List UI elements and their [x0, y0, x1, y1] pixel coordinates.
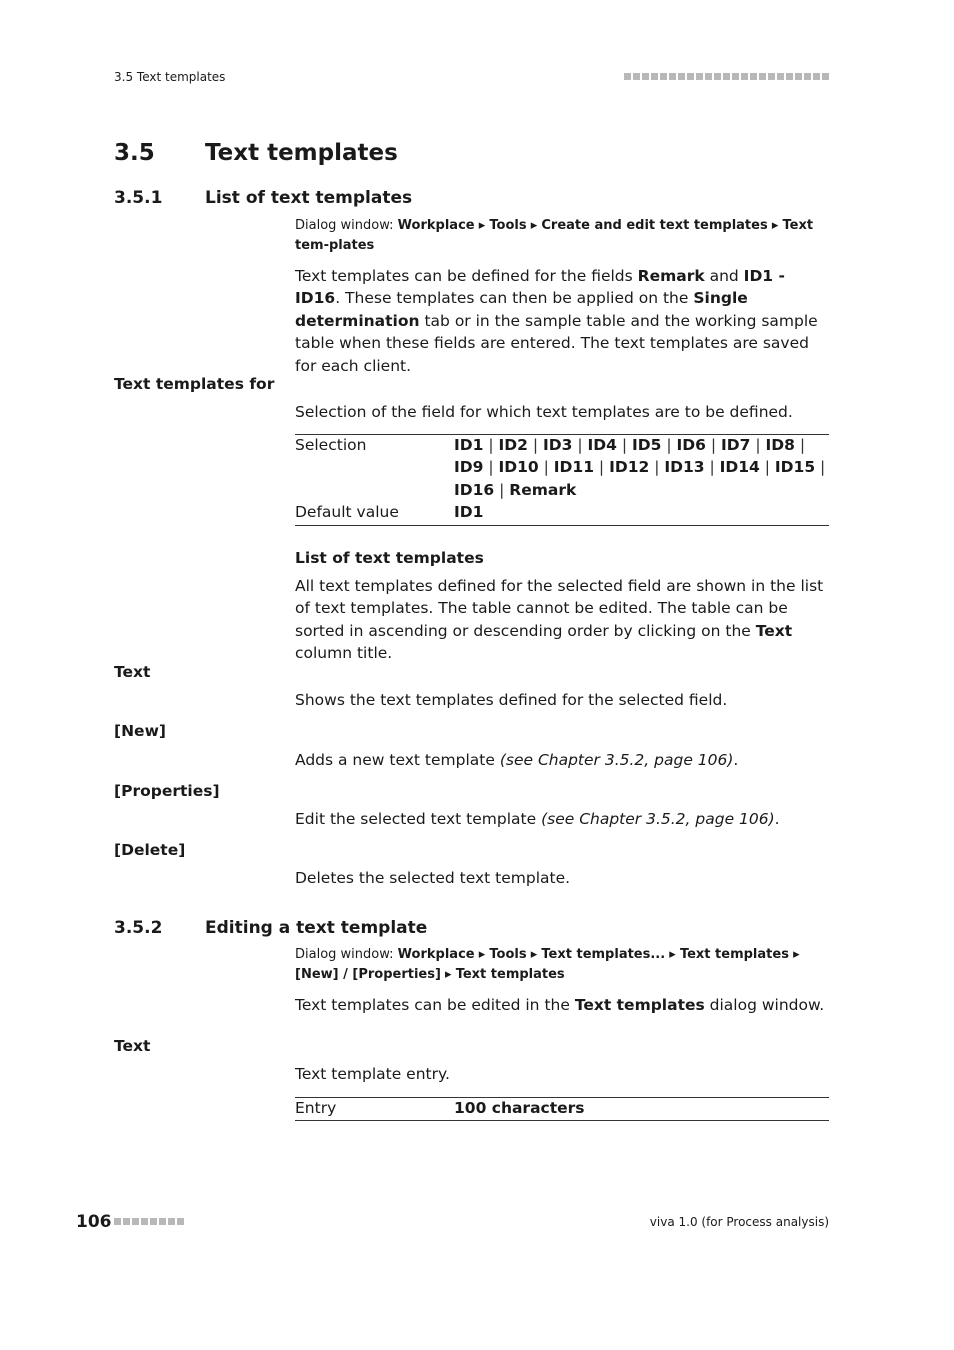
selection-option: ID14	[719, 458, 760, 477]
path-step: Text tem-plates	[295, 218, 814, 253]
item-label-delete: [Delete]	[114, 841, 186, 859]
selection-option: ID8	[765, 436, 795, 454]
table-rule-bottom	[295, 525, 829, 526]
dialog-prefix: Dialog window:	[295, 947, 394, 962]
decoration-square	[741, 73, 748, 80]
decoration-square	[678, 73, 685, 80]
column-name: Text	[755, 621, 793, 640]
separator: |	[494, 480, 510, 499]
selection-option: ID16	[454, 480, 495, 499]
list-description	[295, 575, 829, 665]
running-header: 3.5 Text templates	[114, 70, 226, 84]
path-step: [New] / [Properties]	[295, 967, 441, 982]
decoration-square	[687, 73, 694, 80]
decoration-square	[150, 1218, 157, 1225]
text-run: All text templates defined for the selected field are shown in the list of text templates. The table cannot be edited. The table can be sorted in ascending or descending order by clicking on the	[295, 577, 824, 640]
separator: |	[750, 436, 766, 454]
path-step: Create and edit text templates	[541, 218, 768, 233]
selection-option: ID11	[553, 458, 594, 477]
decoration-square	[768, 73, 775, 80]
entry-table	[295, 1097, 829, 1119]
decoration-square	[723, 73, 730, 80]
decoration-square	[633, 73, 640, 80]
list-heading: List of text templates	[295, 549, 484, 567]
param-label-text-templates-for: Text templates for	[114, 375, 275, 393]
intro-paragraph-1	[295, 265, 829, 377]
separator: |	[572, 436, 588, 454]
selection-option: ID7	[721, 436, 751, 454]
selection-option: ID4	[587, 436, 617, 454]
path-step: Text templates	[679, 947, 789, 962]
separator: |	[794, 436, 806, 454]
decoration-square	[141, 1218, 148, 1225]
param-label-text: Text	[114, 1037, 151, 1055]
page-number: 106	[76, 1212, 112, 1232]
decoration-square	[795, 73, 802, 80]
selection-option: ID13	[664, 458, 705, 477]
decoration-square	[696, 73, 703, 80]
text-run: column title.	[295, 644, 393, 663]
dialog-prefix: Dialog window:	[295, 218, 394, 233]
intro-paragraph-2	[295, 994, 829, 1016]
path-step: Workplace	[397, 218, 475, 233]
decoration-square	[177, 1218, 184, 1225]
item-desc-delete	[295, 867, 829, 889]
item-label-properties: [Properties]	[114, 782, 220, 800]
decoration-square	[114, 1218, 121, 1225]
footer-decoration	[114, 1218, 184, 1225]
table-rule-bottom-2	[295, 1120, 829, 1121]
separator: |	[483, 436, 499, 454]
decoration-square	[159, 1218, 166, 1225]
dialog-path-2: Dialog window: Workplace ▸ Tools ▸ Text templates... ▸ Text templates ▸ [New] / [Properties] ▸ Text templates	[295, 947, 800, 982]
text-run: Text templates can be edited in the	[295, 996, 575, 1014]
selection-label: Selection	[295, 436, 367, 454]
text-run: Text templates can be defined for the fields	[295, 267, 638, 285]
separator: |	[815, 458, 826, 477]
item-desc-properties: Edit the selected text template (see Chapter 3.5.2, page 106).	[295, 810, 780, 828]
selection-option: ID15	[774, 458, 816, 477]
text-run: Adds a new text template	[295, 751, 500, 769]
separator: |	[538, 458, 554, 477]
selection-values	[454, 434, 829, 501]
subsection-number: 3.5.2	[114, 918, 163, 938]
section-number: 3.5	[114, 140, 155, 166]
subsection-title-2	[114, 918, 427, 938]
selection-option: ID9	[454, 458, 484, 477]
decoration-square	[804, 73, 811, 80]
path-step: Text templates...	[541, 947, 666, 962]
decoration-square	[777, 73, 784, 80]
item-label-new: [New]	[114, 722, 166, 740]
separator: |	[759, 458, 775, 477]
decoration-square	[132, 1218, 139, 1225]
decoration-square	[642, 73, 649, 80]
default-value: ID1	[454, 503, 484, 522]
section-title	[114, 140, 398, 166]
param-desc: Selection of the field for which text templates are to be defined.	[295, 403, 793, 421]
decoration-square	[759, 73, 766, 80]
item-desc-text	[295, 689, 829, 711]
path-step: Tools	[489, 947, 527, 962]
decoration-square	[732, 73, 739, 80]
subsection-title-text: Editing a text template	[205, 918, 428, 938]
field-name: Remark	[637, 267, 705, 285]
decoration-square	[123, 1218, 130, 1225]
text-run: dialog window.	[704, 996, 825, 1014]
decoration-square	[750, 73, 757, 80]
text-run: Deletes the selected text template.	[295, 869, 571, 887]
selection-table	[295, 434, 829, 524]
selection-option: ID1	[454, 436, 484, 454]
tab-name: Single determination	[295, 289, 748, 330]
text-run: and	[704, 267, 744, 285]
dialog-name: Text templates	[574, 996, 705, 1014]
path-step: Tools	[489, 218, 527, 233]
product-name: viva 1.0 (for Process analysis)	[649, 1215, 829, 1229]
decoration-square	[822, 73, 829, 80]
selection-option: Remark	[509, 480, 577, 499]
text-run: Edit the selected text template	[295, 810, 542, 828]
decoration-square	[786, 73, 793, 80]
separator: |	[483, 458, 499, 477]
separator: |	[527, 436, 543, 454]
subsection-title-text: List of text templates	[205, 188, 413, 208]
subsection-title-1	[114, 188, 412, 208]
decoration-square	[624, 73, 631, 80]
text-run: tab or in the sample table and the working sample table when these fields are entered. The text templates are saved for each client.	[295, 311, 818, 375]
path-step: Text templates	[455, 967, 565, 982]
entry-label: Entry	[295, 1099, 337, 1117]
item-label-text: Text	[114, 663, 151, 681]
chapter-reference[interactable]: (see Chapter 3.5.2, page 106)	[541, 810, 775, 828]
selection-option: ID5	[632, 436, 662, 454]
separator: |	[616, 436, 632, 454]
decoration-square	[705, 73, 712, 80]
header-decoration	[624, 73, 829, 80]
separator: |	[593, 458, 610, 477]
decoration-square	[660, 73, 667, 80]
dialog-path-1: Dialog window: Workplace ▸ Tools ▸ Create and edit text templates ▸ Text tem-plates	[295, 218, 814, 253]
separator: |	[705, 436, 721, 454]
selection-option: ID12	[609, 458, 650, 477]
selection-option: ID2	[498, 436, 528, 454]
separator: |	[704, 458, 720, 477]
text-run: Shows the text templates defined for the selected field.	[295, 691, 728, 709]
decoration-square	[714, 73, 721, 80]
decoration-square	[651, 73, 658, 80]
text-run: . These templates can then be applied on the	[335, 289, 694, 308]
chapter-reference[interactable]: (see Chapter 3.5.2, page 106)	[499, 751, 734, 769]
decoration-square	[813, 73, 820, 80]
entry-value: 100 characters	[454, 1099, 585, 1117]
decoration-square	[168, 1218, 175, 1225]
item-desc-new: Adds a new text template (see Chapter 3.5.2, page 106).	[295, 751, 739, 769]
section-title-text: Text templates	[205, 140, 398, 166]
selection-option: ID6	[676, 436, 706, 454]
subsection-number: 3.5.1	[114, 188, 163, 208]
path-step: Workplace	[397, 947, 475, 962]
default-label: Default value	[295, 503, 399, 522]
field-name: ID1 - ID16	[295, 267, 785, 308]
decoration-square	[669, 73, 676, 80]
separator: |	[661, 436, 677, 454]
separator: |	[649, 458, 665, 477]
selection-option: ID3	[543, 436, 573, 454]
selection-option: ID10	[498, 458, 539, 477]
param-desc-text: Text template entry.	[295, 1065, 450, 1083]
